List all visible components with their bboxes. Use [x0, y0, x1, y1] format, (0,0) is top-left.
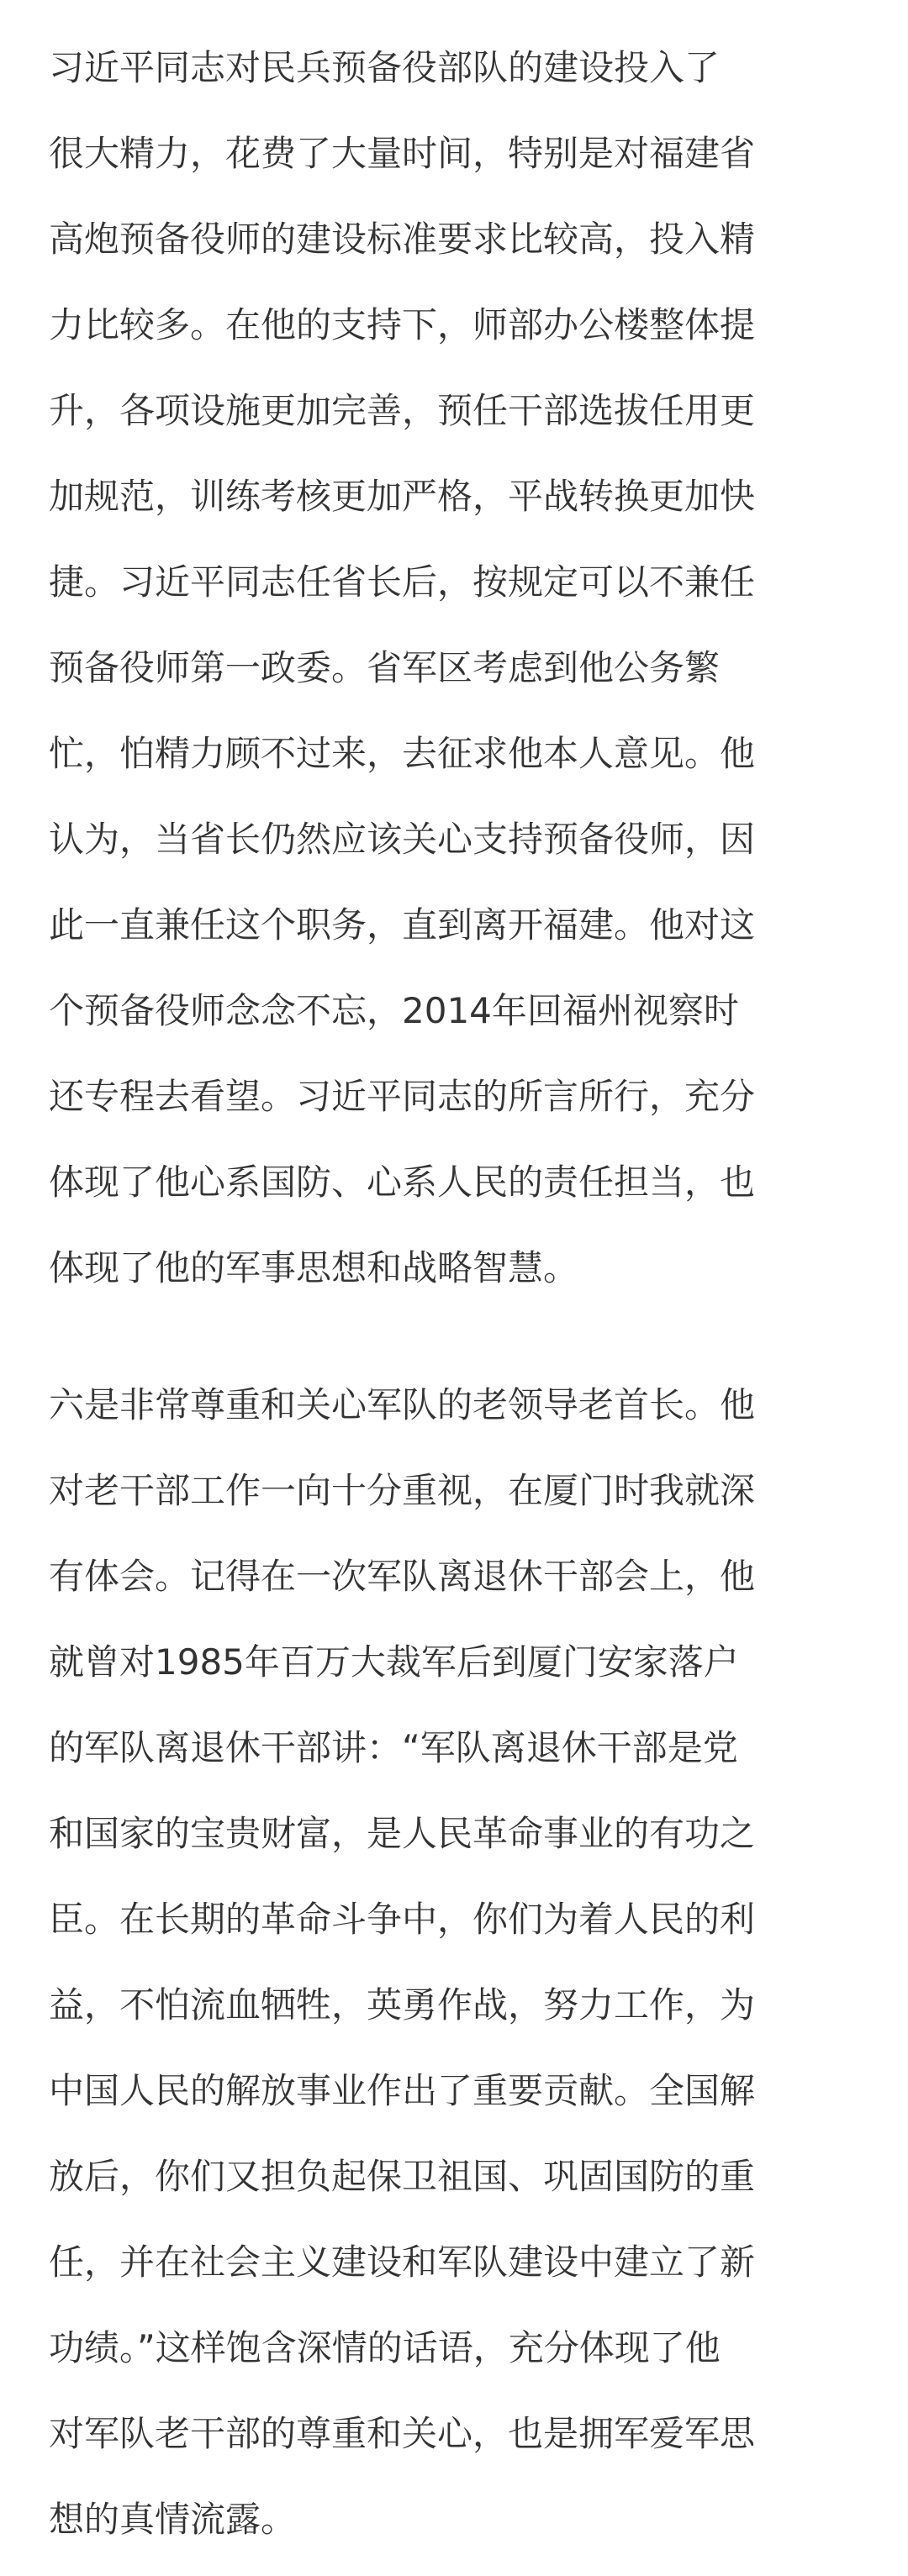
text-line: 就曾对1985年百万大裁军后到厦门安家落户 [49, 1641, 739, 1683]
text-line: 忙，怕精力顾不过来，去征求他本人意见。他 [49, 733, 756, 774]
article-body [49, 0, 866, 2563]
text-line: 体现了他心系国防、心系人民的责任担当，也 [49, 1162, 756, 1203]
text-line: 对老干部工作一向十分重视，在厦门时我就深 [49, 1470, 756, 1511]
text-line: 中国人民的解放事业作出了重要贡献。全国解 [49, 2070, 756, 2111]
text-line: 认为，当省长仍然应该关心支持预备役师，因 [49, 819, 756, 860]
text-line: 捷。习近平同志任省长后，按规定可以不兼任 [49, 561, 756, 603]
text-line: 臣。在长期的革命斗争中，你们为着人民的利 [49, 1899, 756, 1940]
paragraph-spacer [49, 1311, 866, 1362]
text-line: 预备役师第一政委。省军区考虑到他公务繁 [49, 647, 721, 688]
paragraph-1 [49, 0, 866, 1311]
text-line: 个预备役师念念不忘，2014年回福州视察时 [49, 990, 739, 1031]
text-line: 六是非常尊重和关心军队的老领导老首长。他 [49, 1384, 756, 1425]
text-line: 力比较多。在他的支持下，师部办公楼整体提 [49, 304, 756, 345]
text-line: 很大精力，花费了大量时间，特别是对福建省 [49, 133, 756, 174]
text-line: 习近平同志对民兵预备役部队的建设投入了 [49, 47, 721, 88]
text-line: 还专程去看望。习近平同志的所言所行，充分 [49, 1076, 756, 1117]
text-line: 升，各项设施更加完善，预任干部选拔任用更 [49, 390, 756, 431]
text-line: 对军队老干部的尊重和关心，也是拥军爱军思 [49, 2413, 756, 2454]
text-line: 加规范，训练考核更加严格，平战转换更加快 [49, 476, 756, 517]
text-line: 想的真情流露。 [49, 2499, 297, 2540]
paragraph-2 [49, 1362, 866, 2563]
text-line: 任，并在社会主义建设和军队建设中建立了新 [49, 2241, 756, 2283]
text-line: 有体会。记得在一次军队离退休干部会上，他 [49, 1556, 756, 1597]
text-line: 体现了他的军事思想和战略智慧。 [49, 1247, 579, 1288]
text-line: 高炮预备役师的建设标准要求比较高，投入精 [49, 219, 756, 260]
text-line: 益，不怕流血牺牲，英勇作战，努力工作，为 [49, 1984, 756, 2026]
text-line: 放后，你们又担负起保卫祖国、巩固国防的重 [49, 2156, 756, 2197]
text-line: 此一直兼任这个职务，直到离开福建。他对这 [49, 904, 756, 946]
text-line: 功绩。”这样饱含深情的话语，充分体现了他 [49, 2327, 721, 2368]
text-line: 和国家的宝贵财富，是人民革命事业的有功之 [49, 1813, 756, 1854]
text-line: 的军队离退休干部讲：“军队离退休干部是党 [49, 1727, 738, 1768]
